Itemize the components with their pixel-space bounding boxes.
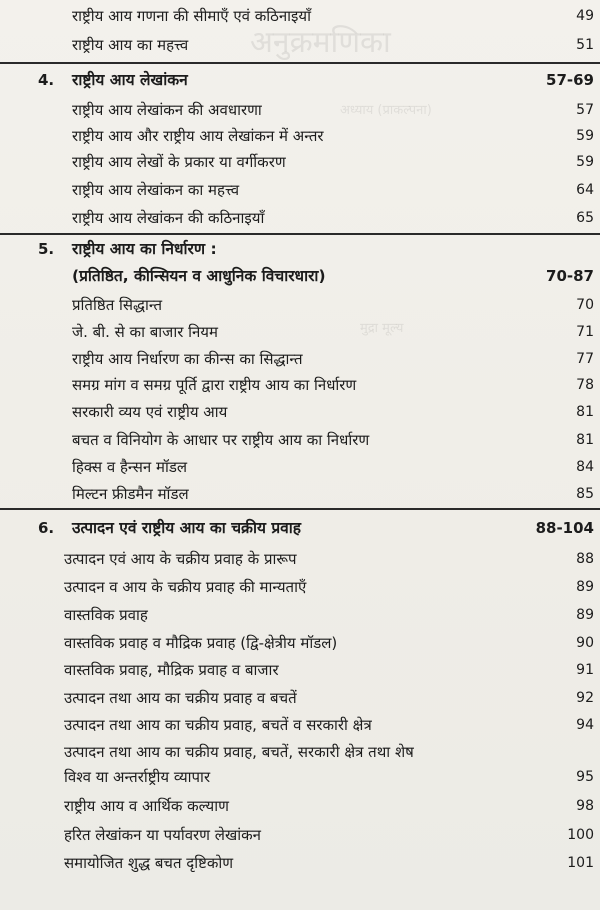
entry-title: सरकारी व्यय एवं राष्ट्रीय आय: [72, 403, 228, 421]
entry-title: उत्पादन व आय के चक्रीय प्रवाह की मान्यताएँ: [64, 578, 307, 596]
toc-entry[interactable]: [0, 400, 600, 424]
toc-entry[interactable]: [0, 4, 600, 28]
entry-title: हिक्स व हैन्सन मॉडल: [72, 458, 188, 476]
bleed-through: मुद्रा मूल्य: [360, 321, 404, 336]
chapter-title: उत्पादन एवं राष्ट्रीय आय का चक्रीय प्रवाह: [72, 519, 302, 537]
toc-entry[interactable]: [0, 603, 600, 627]
toc-entry[interactable]: [0, 293, 600, 317]
entry-page: 98: [576, 798, 594, 814]
toc-entry[interactable]: [0, 686, 600, 710]
toc-entry[interactable]: [0, 658, 600, 682]
entry-title: राष्ट्रीय आय व आर्थिक कल्याण: [64, 797, 229, 815]
toc-entry[interactable]: [0, 794, 600, 818]
toc-entry[interactable]: [0, 575, 600, 599]
entry-page: 90: [576, 635, 594, 651]
entry-title: राष्ट्रीय आय गणना की सीमाएँ एवं कठिनाइयाँ: [72, 7, 311, 25]
entry-title: राष्ट्रीय आय लेखांकन का महत्त्व: [72, 181, 240, 199]
entry-title: वास्तविक प्रवाह: [64, 606, 148, 624]
entry-page: 94: [576, 717, 594, 733]
entry-page: 51: [576, 37, 594, 53]
entry-title: राष्ट्रीय आय लेखांकन की अवधारणा: [72, 101, 262, 119]
entry-page: 49: [576, 8, 594, 24]
chapter-number: 5.: [38, 240, 55, 258]
entry-page: 71: [576, 324, 594, 340]
chapter-page-range: 88-104: [535, 519, 594, 537]
toc-entry[interactable]: [0, 428, 600, 452]
chapter-divider: [0, 62, 600, 64]
entry-title: उत्पादन तथा आय का चक्रीय प्रवाह, बचतें व सरकारी क्षेत्र: [64, 716, 372, 734]
chapter-page-range: 70-87: [546, 267, 594, 285]
chapter-subtitle: (प्रतिष्ठित, कीन्सियन व आधुनिक विचारधारा): [72, 267, 326, 285]
entry-title: जे. बी. से का बाजार नियम: [72, 323, 218, 341]
toc-entry[interactable]: [0, 823, 600, 847]
chapter-heading[interactable]: [0, 516, 600, 540]
entry-title: उत्पादन तथा आय का चक्रीय प्रवाह, बचतें, सरकारी क्षेत्र तथा शेष: [64, 743, 414, 761]
entry-page: 57: [576, 102, 594, 118]
entry-title: बचत व विनियोग के आधार पर राष्ट्रीय आय का निर्धारण: [72, 431, 370, 449]
chapter-number: 6.: [38, 519, 55, 537]
entry-title: राष्ट्रीय आय निर्धारण का कीन्स का सिद्धान्त: [72, 350, 303, 368]
toc-entry[interactable]: [0, 124, 600, 148]
toc-entry[interactable]: [0, 740, 600, 764]
chapter-title: राष्ट्रीय आय लेखांकन: [72, 71, 188, 89]
entry-page: 78: [576, 377, 594, 393]
toc-entry-continuation: [0, 765, 600, 789]
entry-page: 65: [576, 210, 594, 226]
entry-title: समायोजित शुद्ध बचत दृष्टिकोण: [64, 854, 234, 872]
chapter-title: राष्ट्रीय आय का निर्धारण :: [72, 240, 217, 258]
toc-entry[interactable]: [0, 178, 600, 202]
entry-page: 89: [576, 579, 594, 595]
entry-page: 88: [576, 551, 594, 567]
toc-entry[interactable]: [0, 33, 600, 57]
entry-title: राष्ट्रीय आय और राष्ट्रीय आय लेखांकन में अन्तर: [72, 127, 324, 145]
entry-title-continued: विश्व या अन्तर्राष्ट्रीय व्यापार: [64, 768, 211, 786]
entry-title: राष्ट्रीय आय लेखों के प्रकार या वर्गीकरण: [72, 153, 286, 171]
toc-entry[interactable]: [0, 713, 600, 737]
entry-page: 81: [576, 432, 594, 448]
toc-entry[interactable]: [0, 631, 600, 655]
entry-page: 59: [576, 128, 594, 144]
toc-entry[interactable]: [0, 482, 600, 506]
toc-entry[interactable]: [0, 98, 600, 122]
chapter-divider: [0, 233, 600, 235]
entry-title: प्रतिष्ठित सिद्धान्त: [72, 296, 163, 314]
entry-title: समग्र मांग व समग्र पूर्ति द्वारा राष्ट्रीय आय का निर्धारण: [72, 376, 357, 394]
entry-page: 100: [567, 827, 594, 843]
entry-title: राष्ट्रीय आय का महत्त्व: [72, 36, 189, 54]
bleed-through: अनुक्रमणिका: [250, 25, 391, 60]
entry-page: 59: [576, 154, 594, 170]
entry-title: उत्पादन तथा आय का चक्रीय प्रवाह व बचतें: [64, 689, 297, 707]
bleed-through: अध्याय (प्राकल्पना): [340, 103, 432, 118]
toc-entry[interactable]: [0, 320, 600, 344]
toc-entry[interactable]: [0, 851, 600, 875]
toc-entry[interactable]: [0, 373, 600, 397]
entry-title: वास्तविक प्रवाह, मौद्रिक प्रवाह व बाजार: [64, 661, 279, 679]
chapter-heading[interactable]: [0, 237, 600, 261]
toc-entry[interactable]: [0, 455, 600, 479]
toc-entry[interactable]: [0, 206, 600, 230]
toc-entry[interactable]: [0, 347, 600, 371]
entry-title: उत्पादन एवं आय के चक्रीय प्रवाह के प्रारूप: [64, 550, 297, 568]
entry-title: राष्ट्रीय आय लेखांकन की कठिनाइयाँ: [72, 209, 265, 227]
chapter-page-range: 57-69: [546, 71, 594, 89]
entry-page: 95: [576, 769, 594, 785]
entry-page: 84: [576, 459, 594, 475]
entry-title: मिल्टन फ्रीडमैन मॉडल: [72, 485, 189, 503]
chapter-number: 4.: [38, 71, 55, 89]
chapter-heading-line-2: [0, 264, 600, 288]
entry-title: हरित लेखांकन या पर्यावरण लेखांकन: [64, 826, 261, 844]
entry-page: 85: [576, 486, 594, 502]
entry-page: 81: [576, 404, 594, 420]
entry-page: 101: [567, 855, 594, 871]
toc-entry[interactable]: [0, 150, 600, 174]
entry-title: वास्तविक प्रवाह व मौद्रिक प्रवाह (द्वि-क्षेत्रीय मॉडल): [64, 634, 338, 652]
entry-page: 70: [576, 297, 594, 313]
toc-entry[interactable]: [0, 547, 600, 571]
entry-page: 89: [576, 607, 594, 623]
entry-page: 91: [576, 662, 594, 678]
chapter-divider: [0, 508, 600, 510]
chapter-heading[interactable]: [0, 68, 600, 92]
entry-page: 92: [576, 690, 594, 706]
entry-page: 64: [576, 182, 594, 198]
entry-page: 77: [576, 351, 594, 367]
